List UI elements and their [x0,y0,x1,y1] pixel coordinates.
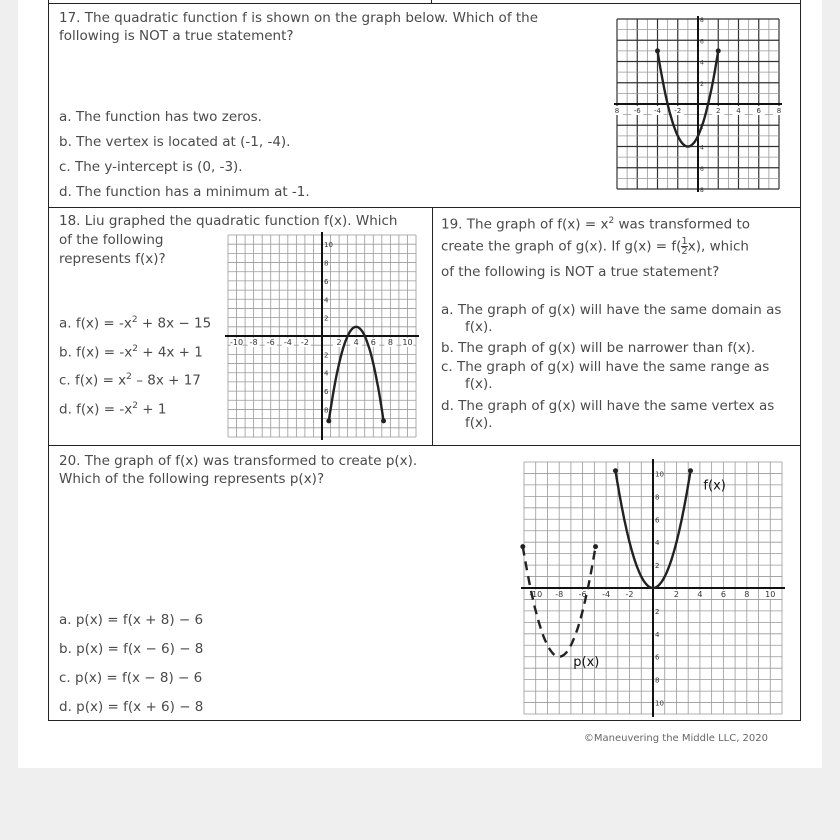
x-tick-label: -8 [249,338,258,347]
q17-option-a[interactable]: a. The function has two zeros. [59,109,262,125]
x-tick-label: 8 [387,338,393,347]
x-tick-label: 4 [697,590,703,599]
y-tick-label: 10 [655,699,664,708]
exponent: 2 [132,401,138,411]
x-tick-label: -4 [602,590,611,599]
q18-b-pre: b. f(x) = -x [59,344,133,361]
arrow-endpoint [520,544,525,549]
curve-label: f(x) [703,478,726,494]
x-tick-label: 6 [370,338,376,347]
q19-text-1 [441,212,750,234]
x-tick-label: -6 [266,338,275,347]
x-tick-label: -4 [283,338,292,347]
y-tick-label: 4 [700,59,704,67]
q18-c-post: – 8x + 17 [131,372,201,389]
x-tick-label: 2 [336,338,342,347]
exponent: 2 [131,315,138,325]
y-tick-label: 8 [700,187,704,193]
q17-option-c[interactable]: c. The y-intercept is (0, -3). [59,159,243,175]
x-tick-label: -4 [654,107,661,115]
q18-d-post: + 1 [137,401,167,418]
y-tick-label: 6 [700,165,704,173]
q19-text-2b: x), which [687,238,749,255]
q18-d-pre: d. f(x) = -x [59,401,133,418]
y-tick-label: 2 [700,123,704,131]
denominator: 2 [681,246,688,257]
y-tick-label: 6 [324,388,329,397]
q18-a-post: + 8x − 15 [137,315,212,332]
y-tick-label: 4 [655,539,660,548]
y-tick-label: 4 [324,369,329,378]
x-tick-label: -10 [529,590,543,599]
y-tick-label: 8 [655,493,660,502]
x-tick-label: 4 [353,338,359,347]
q19-option-d[interactable]: d. The graph of g(x) will have the same vertex as f(x). [441,398,775,431]
question-19-cell [432,207,801,446]
q20-option-d[interactable]: d. p(x) = f(x + 6) − 8 [59,699,204,715]
q20-option-b[interactable]: b. p(x) = f(x − 6) − 8 [59,641,204,657]
y-tick-label: 8 [324,259,329,268]
y-tick-label: 4 [700,144,704,152]
q17-option-d[interactable]: d. The function has a minimum at -1. [59,184,310,200]
q20-text-2: Which of the following represents p(x)? [59,471,325,487]
x-tick-label: -2 [674,107,682,115]
q18-option-c[interactable] [59,372,201,389]
x-tick-label: -6 [633,107,641,115]
curve-label: p(x) [573,654,600,670]
x-tick-label: 2 [716,107,721,115]
x-tick-label: 10 [402,338,413,347]
copyright-footer: ©Maneuvering the Middle LLC, 2020 [583,733,768,744]
x-tick-label: -10 [230,338,244,347]
x-tick-label: 4 [736,107,741,115]
exponent: 2 [608,216,615,226]
arrow-endpoint [613,468,618,473]
numerator: 1 [681,236,688,247]
x-tick-label: -2 [300,338,309,347]
arrow-endpoint [326,418,331,423]
q19-option-c[interactable]: c. The graph of g(x) will have the same range as f(x). [441,359,770,392]
q19-text-2a: create the graph of g(x). If g(x) = f( [441,238,682,255]
arrow-endpoint [381,418,386,423]
q18-text-3: represents f(x)? [59,251,166,267]
x-tick-label: 6 [720,590,726,599]
y-tick-label: 10 [655,470,664,479]
arrow-endpoint [688,468,693,473]
x-tick-label: 6 [756,107,761,115]
arrow-endpoint [716,48,721,53]
x-tick-label: 8 [776,107,782,115]
y-tick-label: 6 [655,653,660,662]
exponent: 2 [126,372,132,382]
y-tick-label: 8 [700,17,704,24]
q17-graph [613,15,783,193]
y-tick-label: 2 [655,562,660,571]
exponent: 2 [132,344,138,354]
q20-option-c[interactable]: c. p(x) = f(x − 8) − 6 [59,670,203,686]
y-tick-label: 2 [700,80,704,88]
y-tick-label: 2 [324,314,329,323]
x-tick-label: -6 [578,590,587,599]
y-tick-label: 10 [324,241,333,250]
y-tick-label: 4 [324,296,329,305]
q19-option-b[interactable]: b. The graph of g(x) will be narrower than f(x). [441,340,756,356]
q18-option-a[interactable] [59,315,211,332]
arrow-endpoint [655,48,660,53]
y-tick-label: 4 [655,630,660,639]
y-tick-label: 6 [324,277,329,286]
q19-text-1b: was transformed to [614,216,751,233]
q20-text-1: 20. The graph of f(x) was transformed to create p(x). [59,453,418,469]
q20-option-a[interactable]: a. p(x) = f(x + 8) − 6 [59,612,204,628]
q18-graph [224,231,420,441]
x-tick-label: 8 [614,107,620,115]
q17-text-2: following is NOT a true statement? [59,28,294,44]
x-tick-label: 2 [673,590,680,599]
q18-b-post: + 4x + 1 [137,344,203,361]
q18-text-2: of the following [59,232,164,248]
q18-c-pre: c. f(x) = x [59,372,127,389]
x-tick-label: -2 [625,590,634,599]
q19-text-2 [441,237,749,256]
y-tick-label: 6 [700,38,704,46]
q18-a-pre: a. f(x) = -x [59,315,132,332]
q18-option-d[interactable] [59,401,166,418]
q19-text-3: of the following is NOT a true statement? [441,264,720,280]
x-tick-label: 10 [765,590,776,599]
q17-text-1: 17. The quadratic function f is shown on the graph below. Which of the [59,10,539,26]
y-tick-label: 6 [655,516,660,525]
q19-option-a[interactable]: a. The graph of g(x) will have the same domain as f(x). [441,302,782,335]
x-tick-label: 8 [744,590,750,599]
y-tick-label: 2 [655,607,660,616]
q19-text-1a: 19. The graph of f(x) = x [441,216,609,233]
q18-option-b[interactable] [59,344,203,361]
arrow-endpoint [593,544,598,549]
x-tick-label: -8 [555,590,564,599]
y-tick-label: 8 [655,676,660,685]
q20-graph [520,458,786,718]
y-tick-label: 2 [324,351,329,360]
q18-text-1: 18. Liu graphed the quadratic function f(x). Which [59,213,398,229]
y-tick-label: 8 [324,406,329,415]
q17-option-b[interactable]: b. The vertex is located at (-1, -4). [59,134,291,150]
